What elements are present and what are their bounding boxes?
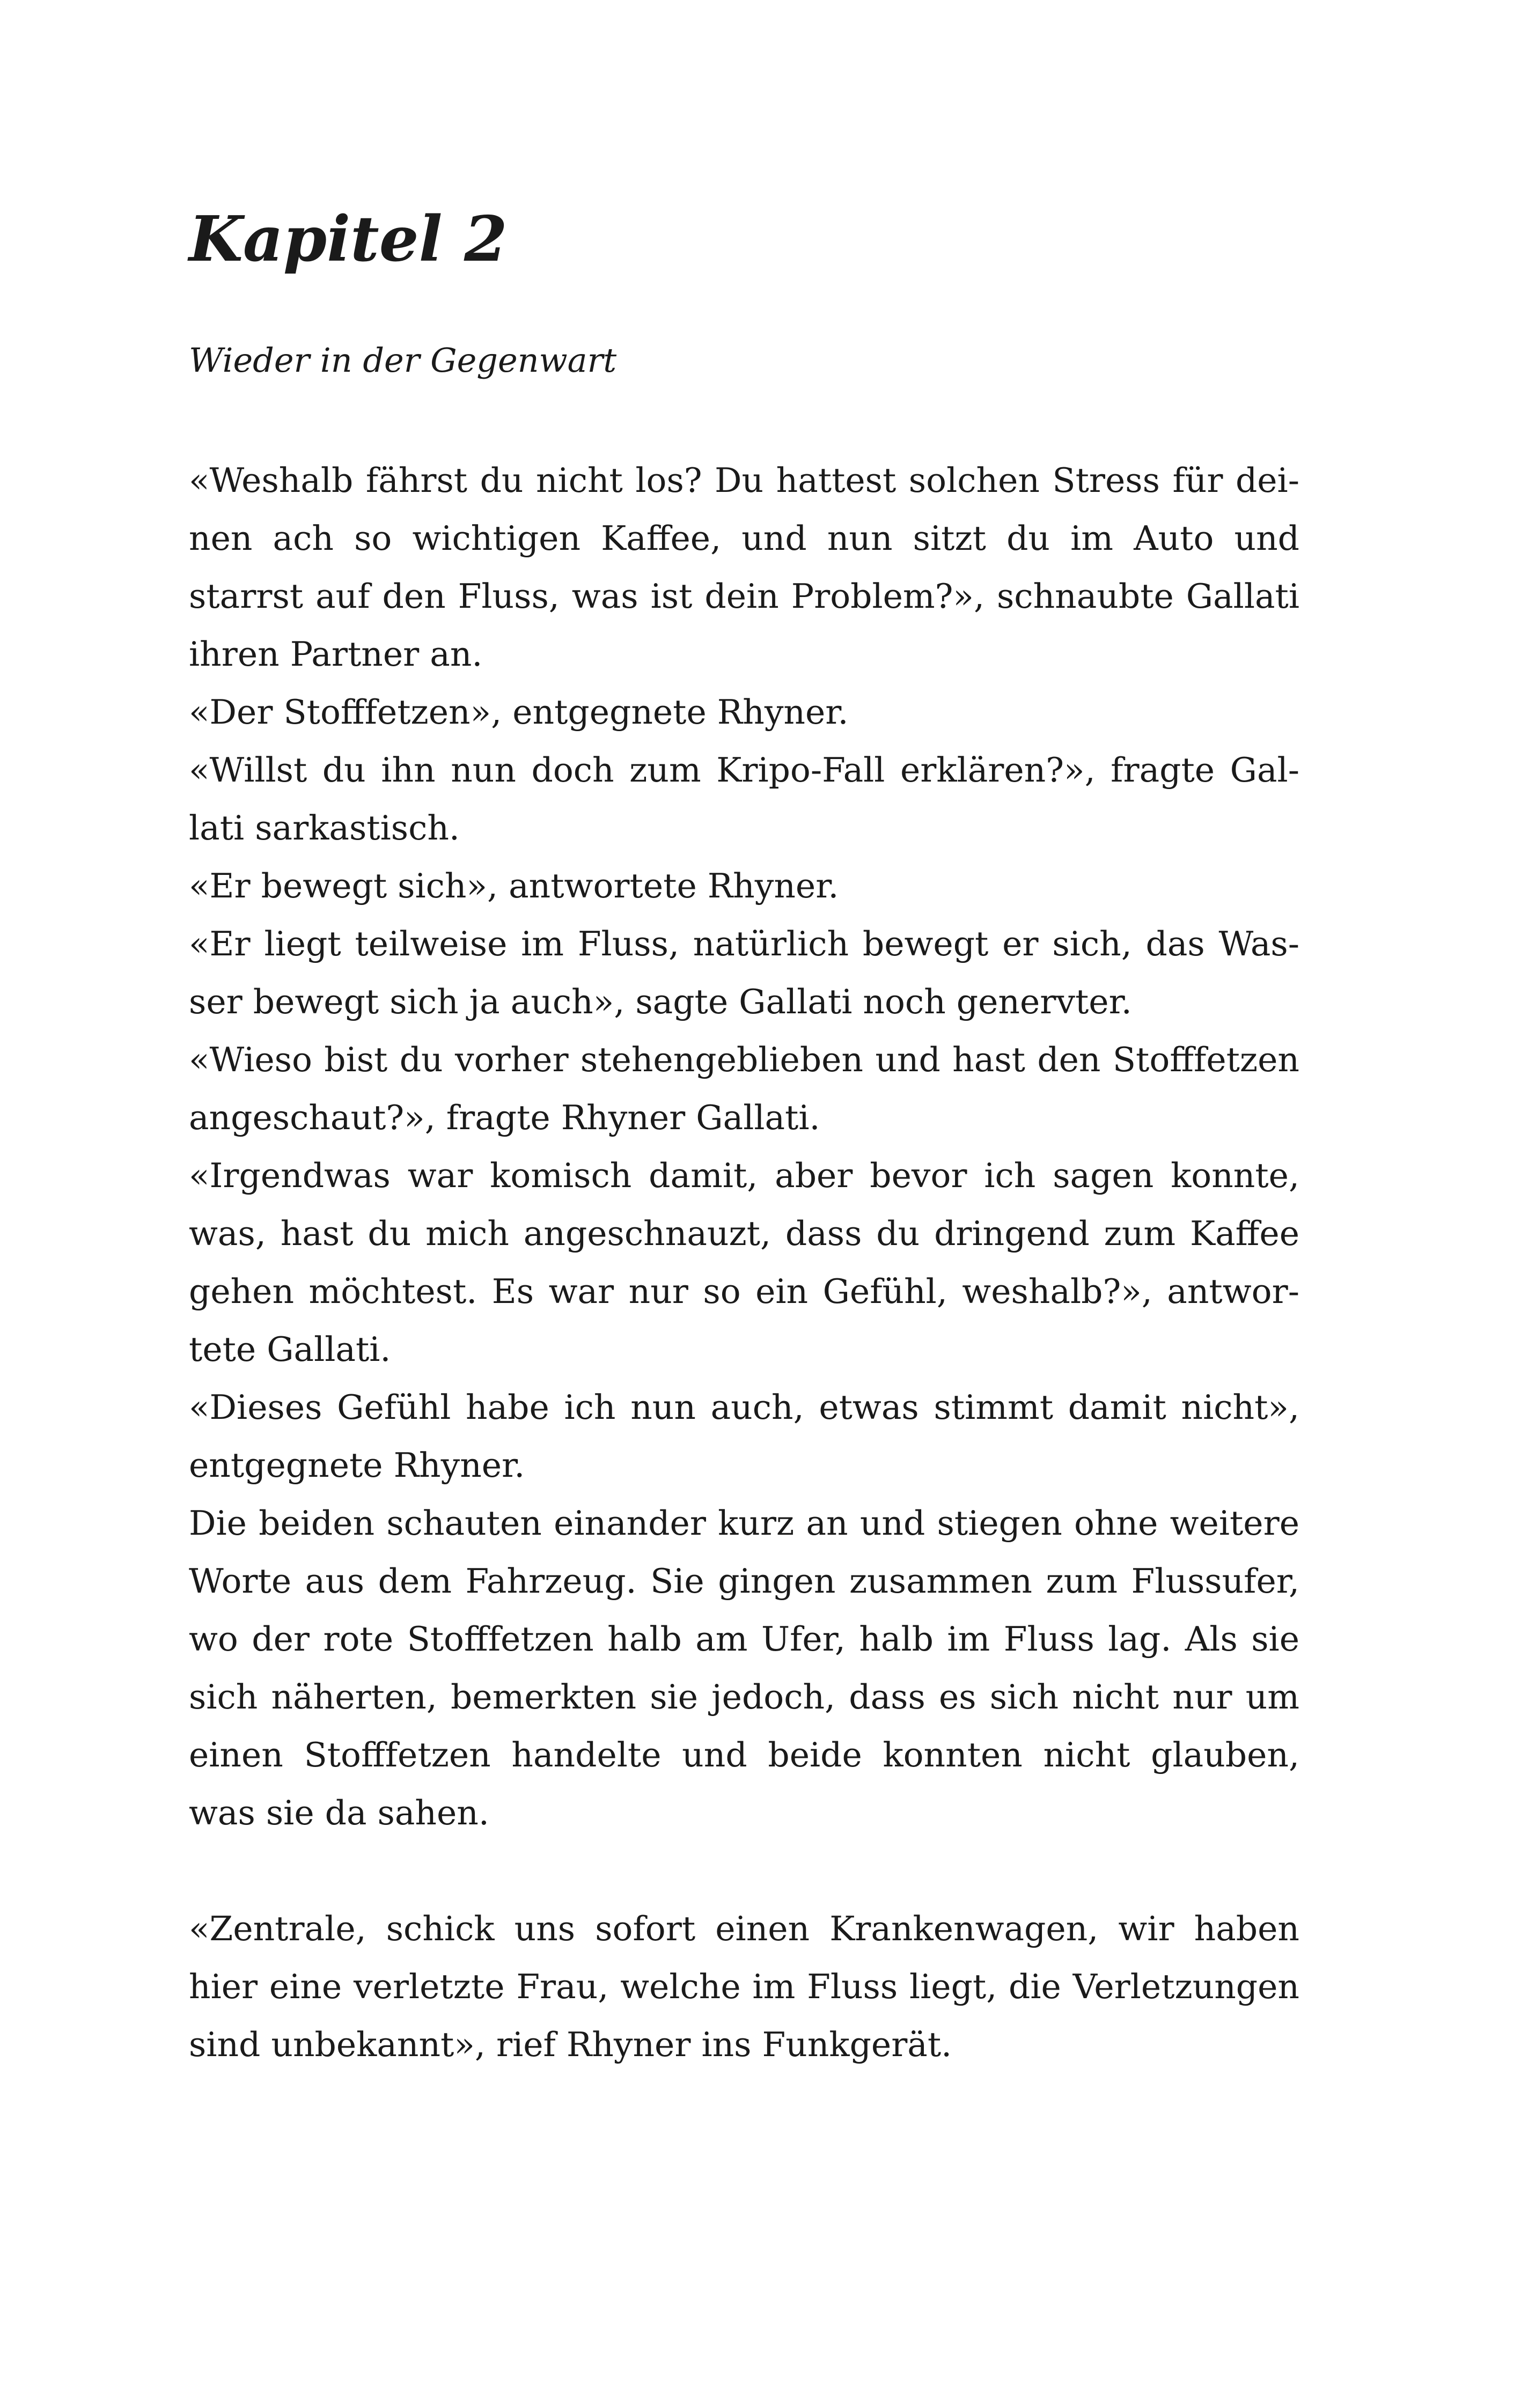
- text-line: «Der Stofffetzen», entgegnete Rhyner.: [189, 693, 849, 732]
- text-line: Worte aus dem Fahrzeug. Sie gingen zusammen zum Flussufer,: [189, 1562, 1299, 1601]
- text-line: «Willst du ihn nun doch zum Kripo-Fall erklären?», fragte Gal-: [189, 750, 1299, 790]
- text-line: «Er liegt teilweise im Fluss, natürlich bewegt er sich, das Was-: [189, 924, 1299, 963]
- text-line: «Er bewegt sich», antwortete Rhyner.: [189, 866, 839, 905]
- text-line: lati sarkastisch.: [189, 808, 460, 848]
- text-line: gehen möchtest. Es war nur so ein Gefühl, weshalb?», antwor-: [189, 1272, 1299, 1311]
- text-line: einen Stofffetzen handelte und beide konnten nicht glauben,: [189, 1735, 1299, 1774]
- text-line: «Dieses Gefühl habe ich nun auch, etwas stimmt damit nicht»,: [189, 1388, 1299, 1427]
- text-line: «Weshalb fährst du nicht los? Du hattest solchen Stress für dei-: [189, 461, 1299, 500]
- text-line: wo der rote Stofffetzen halb am Ufer, halb im Fluss lag. Als sie: [189, 1619, 1299, 1659]
- text-line: was sie da sahen.: [189, 1793, 489, 1832]
- paragraph-break: [189, 1842, 1299, 1900]
- text-line: Die beiden schauten einander kurz an und stiegen ohne weitere: [189, 1504, 1299, 1543]
- text-line: entgegnete Rhyner.: [189, 1446, 525, 1485]
- text-line: ihren Partner an.: [189, 635, 483, 674]
- text-line: starrst auf den Fluss, was ist dein Problem?», schnaubte Gallati: [189, 577, 1299, 616]
- text-line: hier eine verletzte Frau, welche im Fluss liegt, die Verletzungen: [189, 1967, 1299, 2006]
- text-line: was, hast du mich angeschnauzt, dass du dringend zum Kaffee: [189, 1214, 1299, 1253]
- text-line: angeschaut?», fragte Rhyner Gallati.: [189, 1098, 820, 1137]
- chapter-subtitle: Wieder in der Gegenwart: [189, 341, 617, 380]
- text-line: ser bewegt sich ja auch», sagte Gallati noch genervter.: [189, 982, 1132, 1021]
- text-line: sind unbekannt», rief Rhyner ins Funkgerät.: [189, 2025, 952, 2064]
- text-line: «Irgendwas war komisch damit, aber bevor ich sagen konnte,: [189, 1156, 1299, 1195]
- text-line: «Zentrale, schick uns sofort einen Krankenwagen, wir haben: [189, 1909, 1299, 1948]
- text-line: «Wieso bist du vorher stehengeblieben und hast den Stofffetzen: [189, 1040, 1299, 1079]
- text-line: nen ach so wichtigen Kaffee, und nun sitzt du im Auto und: [189, 519, 1299, 558]
- text-line: sich näherten, bemerkten sie jedoch, dass es sich nicht nur um: [189, 1677, 1299, 1717]
- chapter-title: Kapitel 2: [189, 203, 508, 276]
- body-text: [189, 452, 1299, 2074]
- text-line: tete Gallati.: [189, 1330, 391, 1369]
